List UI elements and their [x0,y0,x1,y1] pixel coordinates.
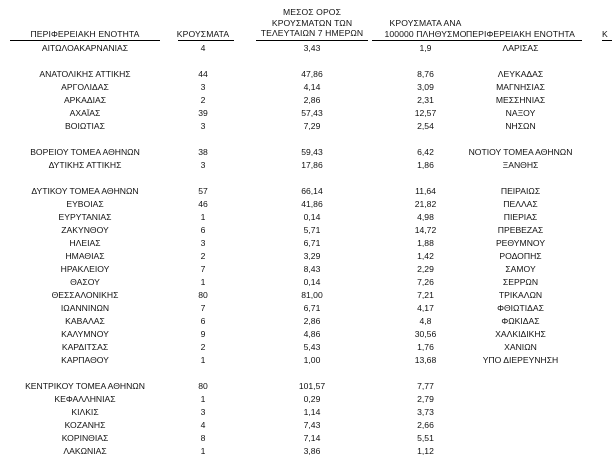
table-cell-average: 59,43 [301,147,323,157]
table-row [0,68,612,81]
table-cell-average: 1,00 [303,355,321,365]
header-underline [10,40,160,41]
table-cell-region: ΗΡΑΚΛΕΙΟΥ [60,264,110,274]
header-average-line2: ΚΡΟΥΣΜΑΤΩΝ ΤΩΝ [271,17,353,28]
table-cell-cases: 1 [200,212,206,222]
table-cell-cases: 3 [200,121,206,131]
table-cell-cases: 2 [200,95,206,105]
table-cell-average: 1,14 [303,407,321,417]
table-cell-average: 8,43 [303,264,321,274]
table-row [0,81,612,94]
table-cell-cases: 57 [198,186,208,196]
table-cell-average: 0,14 [303,277,321,287]
table-cell-average: 2,86 [303,95,321,105]
header-cut-off: Κ [602,29,608,39]
table-cell-region: ΑΝΑΤΟΛΙΚΗΣ ΑΤΤΙΚΗΣ [39,69,131,79]
table-cell-cases: 80 [198,381,208,391]
header-cases: ΚΡΟΥΣΜΑΤΑ [176,29,230,39]
table-cell-region: ΗΛΕΙΑΣ [69,238,101,248]
table-cell-average: 4,14 [303,82,321,92]
table-cell-region: ΚΙΛΚΙΣ [71,407,99,417]
table-cell-region-2: ΣΕΡΡΩΝ [502,277,539,287]
table-row [0,302,612,315]
table-cell-region: ΚΑΡΠΑΘΟΥ [61,355,109,365]
table-cell-cases: 6 [200,225,206,235]
table-cell-per-100k: 7,77 [417,381,434,391]
table-cell-region-2: ΜΑΓΝΗΣΙΑΣ [496,82,545,92]
table-cell-per-100k: 7,26 [417,277,434,287]
table-cell-cases: 1 [200,394,206,404]
table-cell-per-100k: 6,42 [417,147,434,157]
table-cell-per-100k: 12,57 [414,108,437,118]
table-cell-region-2: ΥΠΟ ΔΙΕΡΕΥΝΗΣΗ [482,355,559,365]
table-cell-per-100k: 1,42 [417,251,434,261]
table-row [0,328,612,341]
table-cell-cases: 7 [200,264,206,274]
table-cell-average: 47,86 [301,69,323,79]
table-row [0,263,612,276]
table-cell-average: 0,14 [303,212,321,222]
table-cell-average: 101,57 [298,381,326,391]
table-cell-region-2: ΡΟΔΟΠΗΣ [499,251,542,261]
table-cell-cases: 39 [198,108,208,118]
table-cell-region: ΗΜΑΘΙΑΣ [65,251,105,261]
table-cell-region-2: ΡΕΘΥΜΝΟΥ [495,238,546,248]
table-cell-cases: 46 [198,199,208,209]
table-row [0,237,612,250]
table-cell-average: 3,86 [303,446,321,456]
table-row [0,211,612,224]
header-per-100k-line1: ΚΡΟΥΣΜΑΤΑ ΑΝΑ [389,18,462,28]
table-row [0,406,612,419]
table-row [0,289,612,302]
table-cell-cases: 8 [200,433,206,443]
table-row [0,42,612,55]
table-cell-per-100k: 2,29 [417,264,434,274]
table-cell-region: ΚΟΡΙΝΘΙΑΣ [61,433,109,443]
table-cell-per-100k: 7,21 [417,290,434,300]
table-cell-cases: 4 [200,43,206,53]
table-cell-region: ΘΑΣΟΥ [70,277,100,287]
table-cell-per-100k: 1,88 [417,238,434,248]
table-cell-region: ΕΥΡΥΤΑΝΙΑΣ [58,212,112,222]
table-cell-cases: 80 [198,290,208,300]
table-cell-region-2: ΝΑΞΟΥ [505,108,536,118]
table-cell-region: ΒΟΡΕΙΟΥ ΤΟΜΕΑ ΑΘΗΝΩΝ [30,147,140,157]
table-cell-per-100k: 1,86 [417,160,434,170]
table-cell-region: ΔΥΤΙΚΗΣ ΑΤΤΙΚΗΣ [48,160,122,170]
table-cell-per-100k: 30,56 [414,329,437,339]
table-cell-region-2: ΧΑΝΙΩΝ [504,342,537,352]
table-cell-region: ΑΡΚΑΔΙΑΣ [63,95,107,105]
header-underline [462,40,582,41]
table-cell-per-100k: 8,76 [417,69,434,79]
table-cell-cases: 1 [200,355,206,365]
table-cell-per-100k: 2,66 [417,420,434,430]
table-cell-per-100k: 21,82 [414,199,437,209]
table-row [0,276,612,289]
table-row [0,341,612,354]
table-cell-cases: 3 [200,238,206,248]
table-cell-region-2: ΠΕΛΛΑΣ [503,199,538,209]
table-row [0,159,612,172]
table-cell-per-100k: 13,68 [414,355,437,365]
table-cell-cases: 3 [200,160,206,170]
table-cell-per-100k: 4,98 [417,212,434,222]
header-underline [256,40,368,41]
table-cell-cases: 1 [200,277,206,287]
table-cell-per-100k: 3,73 [417,407,434,417]
header-average-line1: ΜΕΣΟΣ ΟΡΟΣ [282,7,341,17]
table-cell-average: 7,29 [303,121,321,131]
table-row [0,250,612,263]
table-cell-average: 3,43 [303,43,321,53]
table-cell-per-100k: 2,79 [417,394,434,404]
table-cell-average: 7,14 [303,433,321,443]
table-cell-average: 57,43 [301,108,323,118]
table-cell-region: ΑΧΑΪΑΣ [69,108,101,118]
table-cell-region: ΑΡΓΟΛΙΔΑΣ [61,82,109,92]
table-cell-average: 6,71 [303,238,321,248]
table-cell-cases: 3 [200,82,206,92]
table-cell-per-100k: 2,31 [417,95,434,105]
table-row [0,445,612,458]
table-cell-cases: 6 [200,316,206,326]
table-cell-per-100k: 5,51 [417,433,434,443]
table-row [0,315,612,328]
table-cell-region: ΚΕΝΤΡΙΚΟΥ ΤΟΜΕΑ ΑΘΗΝΩΝ [25,381,145,391]
table-cell-average: 3,29 [303,251,321,261]
table-cell-region: ΚΑΛΥΜΝΟΥ [61,329,109,339]
table-cell-per-100k: 3,09 [417,82,434,92]
table-cell-region-2: ΤΡΙΚΑΛΩΝ [498,290,543,300]
table-cell-cases: 44 [198,69,208,79]
table-row [0,120,612,133]
table-row [0,354,612,367]
table-cell-average: 7,43 [303,420,321,430]
table-cell-region-2: ΜΕΣΣΗΝΙΑΣ [495,95,546,105]
table-row [0,224,612,237]
table-cell-per-100k: 14,72 [414,225,437,235]
table-row [0,198,612,211]
table-cell-region-2: ΛΕΥΚΑΔΑΣ [497,69,544,79]
table-row [0,146,612,159]
table-cell-average: 5,71 [303,225,321,235]
table-cell-region-2: ΝΗΣΩΝ [505,121,536,131]
table-cell-per-100k: 4,17 [417,303,434,313]
table-cell-region: ΔΥΤΙΚΟΥ ΤΟΜΕΑ ΑΘΗΝΩΝ [31,186,139,196]
table-row [0,393,612,406]
table-cell-average: 4,86 [303,329,321,339]
table-cell-region-2: ΣΑΜΟΥ [505,264,536,274]
table-cell-per-100k: 4,8 [419,316,432,326]
table-cell-region-2: ΠΙΕΡΙΑΣ [503,212,538,222]
table-row [0,380,612,393]
table-cell-region: ΚΕΦΑΛΛΗΝΙΑΣ [54,394,116,404]
table-cell-per-100k: 1,76 [417,342,434,352]
table-cell-region: ΚΟΖΑΝΗΣ [64,420,106,430]
table-cell-cases: 3 [200,407,206,417]
table-cell-cases: 38 [198,147,208,157]
table-cell-cases: 4 [200,420,206,430]
table-cell-region: ΘΕΣΣΑΛΟΝΙΚΗΣ [51,290,119,300]
table-cell-region-2: ΛΑΡΙΣΑΣ [502,43,539,53]
table-cell-cases: 7 [200,303,206,313]
table-row [0,107,612,120]
table-cell-region-2: ΧΑΛΚΙΔΙΚΗΣ [495,329,546,339]
table-cell-per-100k: 1,9 [419,43,432,53]
table-cell-region-2: ΝΟΤΙΟΥ ΤΟΜΕΑ ΑΘΗΝΩΝ [468,147,573,157]
table-cell-average: 2,86 [303,316,321,326]
table-cell-region: ΑΙΤΩΛΟΑΚΑΡΝΑΝΙΑΣ [41,43,129,53]
header-per-100k-line2: 100000 ΠΛΗΘΥΣΜΟ [384,28,467,39]
table-cell-region-2: ΠΕΙΡΑΙΩΣ [500,186,541,196]
table-cell-average: 5,43 [303,342,321,352]
table-cell-region: ΒΟΙΩΤΙΑΣ [65,121,105,131]
table-cell-per-100k: 1,12 [417,446,434,456]
table-cell-per-100k: 11,64 [415,186,436,196]
table-cell-average: 81,00 [301,290,323,300]
table-cell-average: 6,71 [303,303,321,313]
table-cell-cases: 2 [200,342,206,352]
header-underline [178,40,234,41]
table-cell-cases: 2 [200,251,206,261]
table-cell-average: 17,86 [301,160,323,170]
table-cell-average: 66,14 [301,186,323,196]
table-cell-region-2: ΦΩΚΙΔΑΣ [501,316,540,326]
table-cell-region: ΛΑΚΩΝΙΑΣ [63,446,107,456]
table-cell-per-100k: 2,54 [417,121,434,131]
table-cell-region: ΚΑΒΑΛΑΣ [65,316,105,326]
table-row [0,432,612,445]
table-cell-cases: 1 [200,446,206,456]
table-cell-region: ΖΑΚΥΝΘΟΥ [61,225,109,235]
table-cell-cases: 9 [200,329,206,339]
table-cell-average: 0,29 [303,394,321,404]
header-average-line3: ΤΕΛΕΥΤΑΙΩΝ 7 ΗΜΕΡΩΝ [260,28,364,38]
table-cell-region-2: ΦΘΙΩΤΙΔΑΣ [497,303,544,313]
header-underline [602,40,612,41]
table-cell-region: ΕΥΒΟΙΑΣ [66,199,104,209]
table-cell-region-2: ΞΑΝΘΗΣ [502,160,539,170]
table-cell-region: ΚΑΡΔΙΤΣΑΣ [61,342,109,352]
table-row [0,185,612,198]
table-cell-average: 41,86 [301,199,323,209]
header-average [256,7,368,39]
table-row [0,419,612,432]
table-cell-region-2: ΠΡΕΒΕΖΑΣ [497,225,544,235]
header-region: ΠΕΡΙΦΕΡΕΙΑΚΗ ΕΝΟΤΗΤΑ [30,29,140,39]
table-row [0,94,612,107]
header-region-2: ΠΕΡΙΦΕΡΕΙΑΚΗ ΕΝΟΤΗΤΑ [466,29,575,39]
table-cell-region: ΙΩΑΝΝΙΝΩΝ [60,303,110,313]
